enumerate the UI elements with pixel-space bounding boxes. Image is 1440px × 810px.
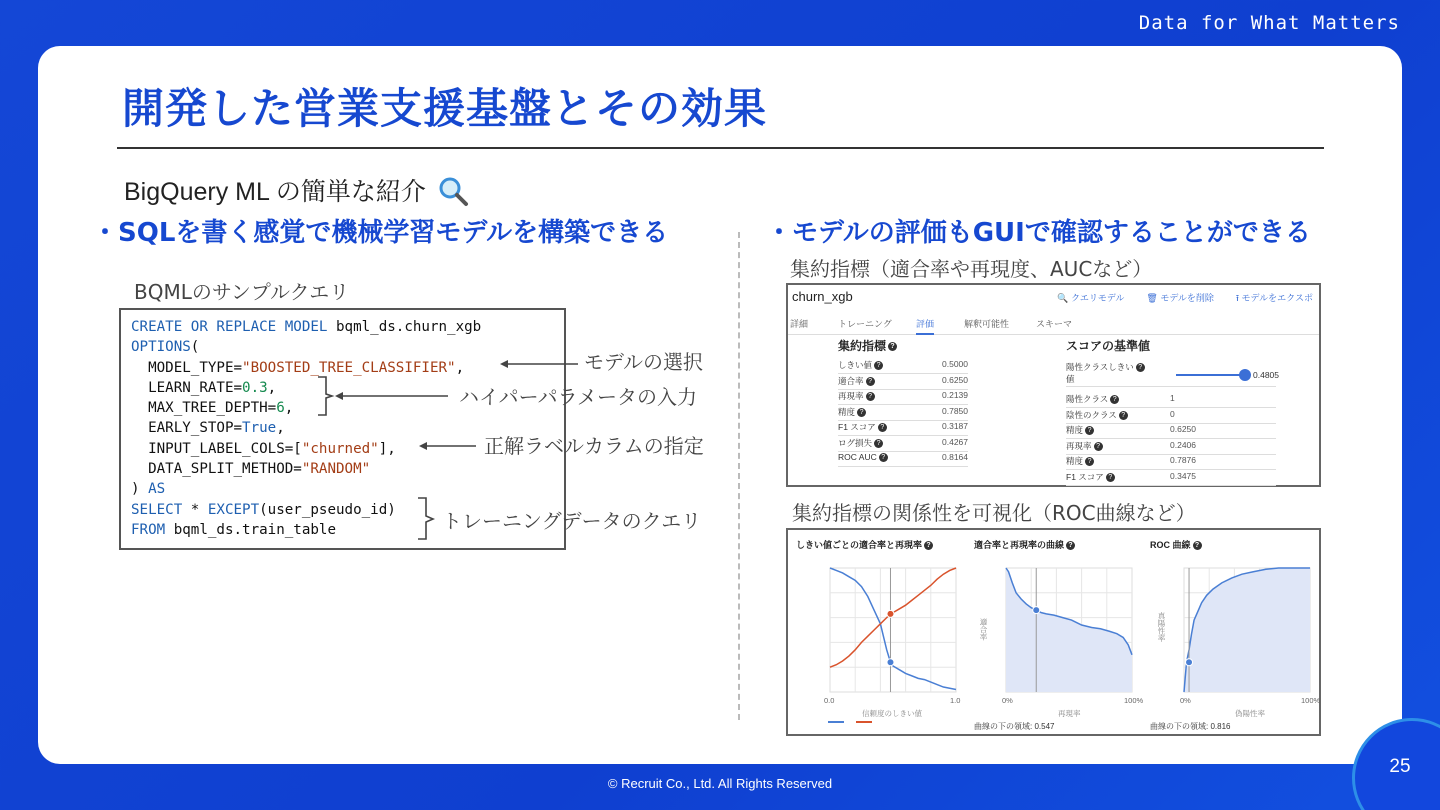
metric-value: 0.2406 <box>1170 439 1196 450</box>
code-token: (user_pseudo_id) <box>259 501 396 518</box>
metric-value: 0.3187 <box>942 421 968 431</box>
help-icon[interactable]: ? <box>1106 473 1115 482</box>
code-token: "BOOSTED_TREE_CLASSIFIER" <box>242 359 456 376</box>
help-icon[interactable]: ? <box>1094 442 1103 451</box>
delete-model-action[interactable]: 🗑 モデルを削除 <box>1146 293 1214 303</box>
threshold-slider-track[interactable] <box>1176 374 1246 376</box>
pr-marker-point <box>1033 607 1040 614</box>
code-token: , <box>267 379 277 396</box>
code-token: EARLY_STOP <box>131 420 234 437</box>
help-icon[interactable]: ? <box>1085 457 1094 466</box>
code-token: ], <box>378 440 396 457</box>
threshold-label-cont: 値 <box>1066 374 1075 384</box>
t-x-max: 1.0 <box>950 696 961 705</box>
column-divider <box>738 232 740 720</box>
code-token: AS <box>148 481 166 498</box>
code-token: EXCEPT <box>207 501 260 518</box>
t-xlabel: 信頼度のしきい値 <box>862 709 922 718</box>
code-token: = <box>233 379 243 396</box>
roc-xlabel: 偽陽性率 <box>1235 709 1265 718</box>
score-threshold-title: スコアの基準値 <box>1066 339 1151 353</box>
subtitle-text: BigQuery ML の簡単な紹介 <box>124 178 426 206</box>
pr-x-min: 0% <box>1002 696 1013 705</box>
code-token: SELECT <box>131 501 183 518</box>
page-number: 25 <box>1389 756 1411 777</box>
annotation-model-select: モデルの選択 <box>584 350 703 374</box>
tab-details[interactable]: 詳細 <box>790 319 809 329</box>
metric-label: F1 スコア <box>838 422 876 432</box>
metric-value: 0 <box>1170 408 1175 419</box>
threshold-value: 0.4805 <box>1253 370 1279 380</box>
metric-row <box>1066 471 1276 486</box>
metric-value: 0.6250 <box>1170 424 1196 434</box>
help-icon[interactable]: ? <box>874 439 883 448</box>
copyright-footer: © Recruit Co., Ltd. All Rights Reserved <box>607 776 833 791</box>
left-caption: BQMLのサンプルクエリ <box>134 280 350 304</box>
tab-training[interactable]: トレーニング <box>838 319 892 329</box>
code-token: * <box>182 501 208 518</box>
annotation-hyperparams: ハイパーパラメータの入力 <box>459 385 697 409</box>
code-token: , <box>276 420 285 437</box>
metric-label: 精度 <box>1066 425 1084 435</box>
help-icon[interactable]: ? <box>1066 541 1075 550</box>
help-icon[interactable]: ? <box>924 541 933 550</box>
code-token: INPUT_LABEL_COLS <box>131 440 285 457</box>
help-icon[interactable]: ? <box>1193 541 1202 550</box>
metric-label: 陽性クラス <box>1066 394 1109 404</box>
metric-label: 適合率 <box>838 375 864 386</box>
code-token: FROM <box>131 521 166 538</box>
help-icon[interactable]: ? <box>1136 363 1145 372</box>
help-icon[interactable]: ? <box>878 423 887 432</box>
metric-row <box>838 375 968 390</box>
metric-value: 0.2139 <box>942 390 968 400</box>
metric-value: 0.6250 <box>942 374 968 385</box>
code-token: = <box>233 359 243 376</box>
pr-xlabel: 再現率 <box>1058 709 1081 718</box>
metric-label: しきい値 <box>838 360 873 370</box>
model-name: churn_xgb <box>792 289 853 304</box>
metric-label: ROC AUC <box>838 452 877 462</box>
code-token: = <box>293 461 302 478</box>
help-icon[interactable]: ? <box>1119 411 1128 420</box>
right-bullet: ・モデルの評価もGUIで確認することができる <box>766 218 1311 248</box>
metric-row <box>838 437 968 452</box>
help-icon[interactable]: ? <box>888 342 897 351</box>
pr-auc: 曲線の下の領域: 0.547 <box>974 722 1055 731</box>
metric-value: 0.5000 <box>942 359 968 369</box>
right-caption-bottom: 集約指標の関係性を可視化（ROC曲線など） <box>792 501 1196 525</box>
metric-row <box>1066 455 1276 470</box>
slide-title: 開発した営業支援基盤とその効果 <box>122 84 768 133</box>
export-model-action[interactable]: ⭱ モデルをエクスポ <box>1235 293 1313 303</box>
code-token: = <box>233 420 243 437</box>
roc-auc: 曲線の下の領域: 0.816 <box>1150 722 1231 731</box>
threshold-marker-point <box>887 659 894 666</box>
code-token: True <box>242 420 277 437</box>
roc-ylabel: 真陽性率 <box>1157 612 1166 642</box>
code-token: LEARN_RATE <box>131 379 234 396</box>
threshold-label: 陽性クラスしきい <box>1066 362 1134 372</box>
tab-evaluation[interactable]: 評価 <box>916 317 934 335</box>
curves-svg <box>788 530 1319 734</box>
metric-row <box>838 421 968 436</box>
help-icon[interactable]: ? <box>1085 426 1094 435</box>
code-token: CREATE OR REPLACE MODEL <box>131 319 328 335</box>
annotation-training-query: トレーニングデータのクエリ <box>442 509 702 533</box>
threshold-chart-title: しきい値ごとの適合率と再現率 ? <box>796 538 933 551</box>
code-token: bqml_ds.train_table <box>165 521 337 538</box>
help-icon[interactable]: ? <box>879 453 888 462</box>
metric-row <box>1066 409 1276 424</box>
left-bullet: ・SQLを書く感覚で機械学習モデルを構築できる <box>92 218 669 248</box>
code-token: ) <box>131 481 149 498</box>
brace-hyperparams <box>318 377 332 415</box>
model-tabs <box>788 317 1319 335</box>
code-token: MODEL_TYPE <box>131 359 234 376</box>
brace-training-query <box>418 498 433 539</box>
metric-label: F1 スコア <box>1066 471 1104 482</box>
code-token: 6 <box>276 400 285 417</box>
metric-label: 精度 <box>838 406 856 417</box>
metric-label: 再現率 <box>1066 440 1092 451</box>
metric-label: 精度 <box>1066 456 1084 466</box>
help-icon[interactable]: ? <box>857 408 866 417</box>
metric-row <box>1066 440 1276 455</box>
eval-screenshot <box>786 283 1321 487</box>
right-caption-top: 集約指標（適合率や再現度、AUCなど） <box>790 257 1153 281</box>
code-token: OPTIONS <box>131 339 191 356</box>
brand-tagline: Data for What Matters <box>1138 12 1400 34</box>
agg-metrics-title: 集約指標 ? <box>838 337 897 354</box>
metric-row <box>838 452 968 467</box>
code-token: DATA_SPLIT_METHOD <box>131 461 294 478</box>
metric-row <box>1066 424 1276 439</box>
metric-value: 0.7850 <box>942 405 968 416</box>
threshold-chart-frame <box>830 568 956 692</box>
code-token: MAX_TREE_DEPTH <box>131 400 268 417</box>
code-token: =[ <box>284 440 302 457</box>
help-icon[interactable]: ? <box>874 361 883 370</box>
roc-marker-point <box>1186 659 1193 666</box>
roc-x-min: 0% <box>1180 696 1191 705</box>
code-token: ( <box>190 339 200 356</box>
roc-x-max: 100% <box>1301 696 1321 705</box>
code-token: 0.3 <box>242 379 268 396</box>
tab-schema[interactable]: スキーマ <box>1036 319 1073 329</box>
metric-value: 0.8164 <box>942 452 968 462</box>
metric-row <box>838 406 968 421</box>
annotation-label-cols: 正解ラベルカラムの指定 <box>484 434 704 458</box>
metric-row <box>838 359 968 374</box>
code-token: "churned" <box>301 440 379 457</box>
code-token: , <box>284 400 294 417</box>
curves-screenshot <box>786 528 1321 736</box>
t-x-min: 0.0 <box>824 696 835 705</box>
code-token: "RANDOM" <box>301 461 371 478</box>
metric-label: 陰性のクラス <box>1066 409 1117 420</box>
help-icon[interactable]: ? <box>866 392 875 401</box>
code-token: , <box>455 359 465 376</box>
metric-value: 0.4267 <box>942 436 968 447</box>
metric-row <box>1066 393 1276 408</box>
metric-row <box>838 390 968 405</box>
pr-ylabel: 適合率 <box>979 618 988 641</box>
metric-value: 0.3475 <box>1170 470 1196 481</box>
code-token: bqml_ds.churn_xgb <box>327 319 482 335</box>
help-icon[interactable]: ? <box>1110 395 1119 404</box>
metric-label: ログ損失 <box>838 437 873 448</box>
pr-x-max: 100% <box>1124 696 1144 705</box>
query-model-action[interactable]: 🔍 クエリモデル <box>1057 293 1125 303</box>
metric-value: 1 <box>1170 393 1175 403</box>
tab-interpretability[interactable]: 解釈可能性 <box>964 319 1010 329</box>
code-token: = <box>267 400 277 417</box>
metric-label: 再現率 <box>838 391 864 401</box>
model-actions <box>1057 291 1313 307</box>
help-icon[interactable]: ? <box>866 377 875 386</box>
roc-chart-title: ROC 曲線 ? <box>1150 538 1202 551</box>
threshold-marker-point <box>887 610 894 617</box>
pr-chart-title: 適合率と再現率の曲線 ? <box>974 538 1075 551</box>
threshold-slider-knob[interactable] <box>1239 369 1251 381</box>
metric-value: 0.7876 <box>1170 455 1196 465</box>
